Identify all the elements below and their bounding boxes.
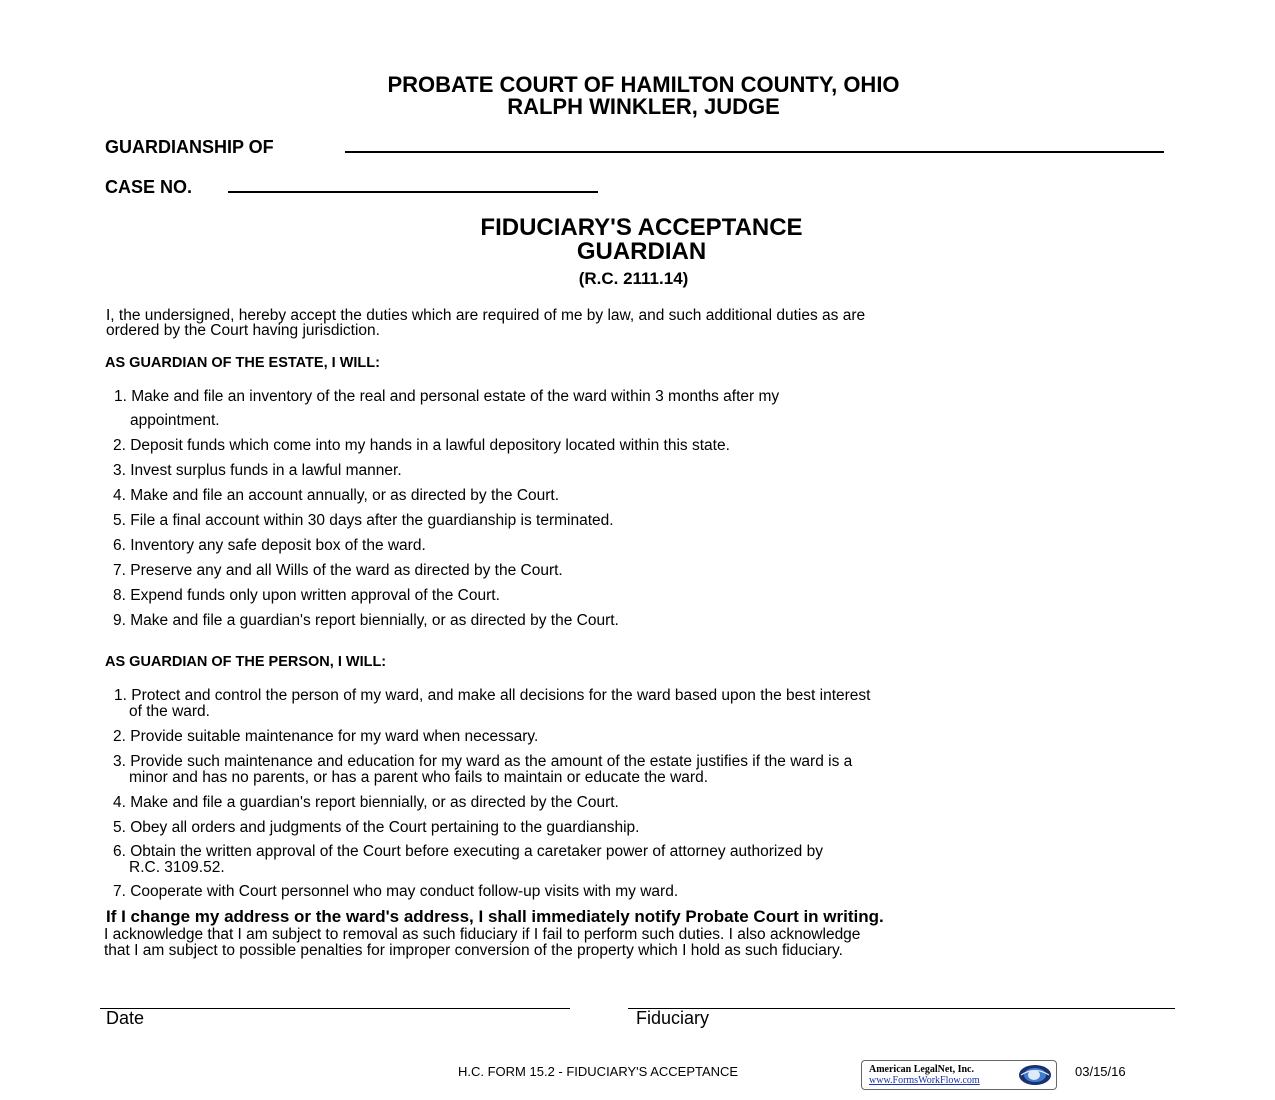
person-item: R.C. 3109.52. bbox=[129, 859, 225, 876]
estate-item: 8. Expend funds only upon written approval of the Court. bbox=[113, 587, 500, 604]
intro-line-2: ordered by the Court having jurisdiction. bbox=[106, 322, 380, 339]
statute-reference: (R.C. 2111.14) bbox=[578, 269, 689, 288]
judge-name: RALPH WINKLER, JUDGE bbox=[507, 94, 780, 119]
logo-company-name: American LegalNet, Inc. bbox=[869, 1064, 974, 1075]
case-no-label: CASE NO. bbox=[105, 177, 193, 197]
guardianship-line[interactable] bbox=[345, 151, 1164, 153]
logo-url-link[interactable]: www.FormsWorkFlow.com bbox=[869, 1075, 980, 1086]
form-number: H.C. FORM 15.2 - FIDUCIARY'S ACCEPTANCE bbox=[458, 1064, 739, 1079]
person-item: 3. Provide such maintenance and education for my ward as the amount of the estate justifies if the ward is a bbox=[113, 753, 853, 770]
estate-item: 2. Deposit funds which come into my hands in a lawful depository located within this state. bbox=[113, 437, 730, 454]
estate-item: 1. Make and file an inventory of the real and personal estate of the ward within 3 months after my bbox=[114, 388, 780, 405]
estate-item: 5. File a final account within 30 days after the guardianship is terminated. bbox=[113, 512, 614, 529]
date-signature-line[interactable] bbox=[100, 1008, 570, 1009]
estate-heading: AS GUARDIAN OF THE ESTATE, I WILL: bbox=[105, 355, 380, 371]
fiduciary-label: Fiduciary bbox=[636, 1008, 710, 1028]
legalnet-logo[interactable] bbox=[861, 1060, 1057, 1090]
person-heading: AS GUARDIAN OF THE PERSON, I WILL: bbox=[105, 654, 387, 670]
person-item: 4. Make and file a guardian's report biennially, or as directed by the Court. bbox=[113, 794, 619, 811]
estate-item: 6. Inventory any safe deposit box of the ward. bbox=[113, 537, 426, 554]
address-change-notice: If I change my address or the ward's address, I shall immediately notify Probate Court in writing. bbox=[106, 907, 884, 926]
person-item: 7. Cooperate with Court personnel who may conduct follow-up visits with my ward. bbox=[113, 883, 679, 900]
date-label: Date bbox=[106, 1008, 145, 1028]
guardianship-label: GUARDIANSHIP OF bbox=[105, 137, 274, 157]
person-item: of the ward. bbox=[129, 703, 210, 720]
form-subtitle: GUARDIAN bbox=[576, 238, 707, 265]
person-item: 2. Provide suitable maintenance for my ward when necessary. bbox=[113, 728, 539, 745]
case-no-line[interactable] bbox=[228, 191, 598, 193]
intro-line-1: I, the undersigned, hereby accept the duties which are required of me by law, and such additional duties as are bbox=[106, 307, 866, 324]
acknowledgement-line-1: I acknowledge that I am subject to removal as such fiduciary if I fail to perform such duties. I also acknowledge bbox=[104, 926, 861, 943]
globe-icon bbox=[1017, 1063, 1053, 1087]
person-item: 1. Protect and control the person of my ward, and make all decisions for the ward based upon the best interest bbox=[114, 687, 871, 704]
estate-item: 9. Make and file a guardian's report biennially, or as directed by the Court. bbox=[113, 612, 619, 629]
revision-date: 03/15/16 bbox=[1075, 1064, 1126, 1079]
estate-item: 4. Make and file an account annually, or as directed by the Court. bbox=[113, 487, 560, 504]
estate-item: 3. Invest surplus funds in a lawful manner. bbox=[113, 462, 402, 479]
court-name: PROBATE COURT OF HAMILTON COUNTY, OHIO bbox=[387, 72, 900, 97]
estate-item: appointment. bbox=[130, 412, 220, 429]
form-title: FIDUCIARY'S ACCEPTANCE bbox=[480, 214, 803, 241]
person-item: 5. Obey all orders and judgments of the Court pertaining to the guardianship. bbox=[113, 819, 640, 836]
estate-item: 7. Preserve any and all Wills of the ward as directed by the Court. bbox=[113, 562, 563, 579]
person-item: minor and has no parents, or has a parent who fails to maintain or educate the ward. bbox=[129, 769, 709, 786]
acknowledgement-line-2: that I am subject to possible penalties for improper conversion of the property which I hold as such fiduciary. bbox=[104, 942, 843, 959]
person-item: 6. Obtain the written approval of the Court before executing a caretaker power of attorney authorized by bbox=[113, 843, 823, 860]
fiduciary-signature-line[interactable] bbox=[628, 1008, 1175, 1009]
